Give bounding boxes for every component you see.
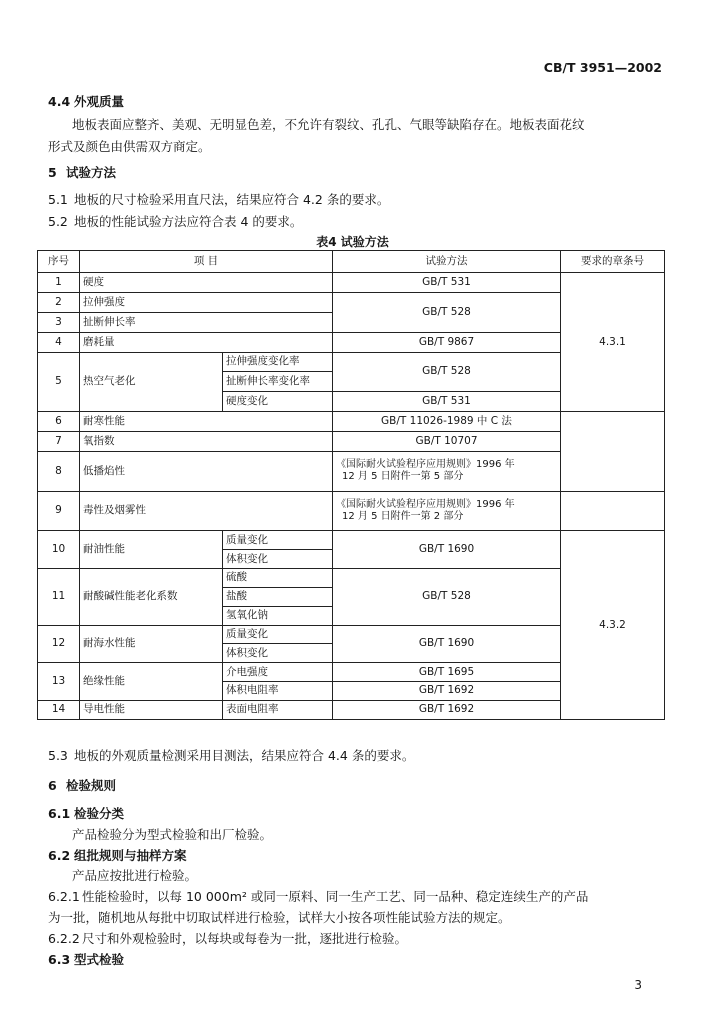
row-subitem: 表面电阻率 [223, 700, 333, 719]
row-no: 6 [38, 412, 80, 432]
section-title: 检验分类 [74, 806, 125, 821]
section-title: 型式检验 [74, 952, 125, 967]
section-number: 6.2.2 [48, 931, 80, 946]
row-item: 绝缘性能 [80, 663, 223, 701]
row-subitem: 拉伸强度变化率 [223, 352, 333, 372]
row-item: 热空气老化 [80, 352, 223, 412]
row-no: 9 [38, 491, 80, 531]
row-item: 拉伸强度 [80, 292, 333, 312]
section-5-heading [48, 163, 116, 181]
section-4-4-para-line1: 地板表面应整齐、美观、无明显色差，不允许有裂纹、孔孔、气眼等缺陷存在。地板表面花纹 [72, 117, 585, 132]
section-number: 6.1 [48, 806, 71, 821]
row-item: 导电性能 [80, 700, 223, 719]
row-item: 耐酸碱性能老化系数 [80, 569, 223, 625]
row-no: 5 [38, 352, 80, 412]
section-number: 5.3 [48, 748, 68, 763]
row-no: 3 [38, 312, 80, 332]
method-line2: 12 月 5 日附件一第 5 部分 [342, 471, 464, 483]
row-method: GB/T 531 [333, 392, 561, 412]
row-method: GB/T 11026-1989 中 C 法 [333, 412, 561, 432]
section-number: 6.2 [48, 848, 71, 863]
section-text: 地板的尺寸检验采用直尺法，结果应符合 4.2 条的要求。 [74, 192, 390, 207]
header-item: 项 目 [80, 251, 333, 273]
row-method: GB/T 10707 [333, 432, 561, 452]
section-6-3-heading [48, 950, 124, 968]
section-6-2-heading [48, 846, 187, 864]
method-line2: 12 月 5 日附件一第 2 部分 [342, 511, 464, 523]
row-method: GB/T 528 [333, 569, 561, 625]
row-no: 2 [38, 292, 80, 312]
section-text: 尺寸和外观检验时，以每块或每卷为一批，逐批进行检验。 [82, 931, 408, 946]
row-no: 1 [38, 273, 80, 293]
row-method: GB/T 1690 [333, 625, 561, 663]
row-item: 磨耗量 [80, 332, 333, 352]
row-no: 14 [38, 700, 80, 719]
row-method: GB/T 528 [333, 292, 561, 332]
section-5-1 [48, 190, 389, 208]
row-item: 硬度 [80, 273, 333, 293]
row-subitem: 扯断伸长率变化率 [223, 372, 333, 392]
section-title: 检验规则 [66, 778, 117, 793]
row-subitem: 质量变化 [223, 531, 333, 550]
row-item: 耐寒性能 [80, 412, 333, 432]
section-4-4-para-line2: 形式及颜色由供需双方商定。 [48, 139, 211, 154]
row-item: 扯断伸长率 [80, 312, 333, 332]
section-text: 地板的外观质量检测采用目测法，结果应符合 4.4 条的要求。 [74, 748, 415, 763]
section-number: 5.1 [48, 192, 68, 207]
section-6-1-text: 产品检验分为型式检验和出厂检验。 [72, 827, 273, 842]
row-subitem: 体积变化 [223, 550, 333, 569]
row-item: 毒性及烟雾性 [80, 491, 333, 531]
header-no: 序号 [38, 251, 80, 273]
section-6-2-1-line2: 为一批，随机地从每批中切取试样进行检验，试样大小按各项性能试验方法的规定。 [48, 910, 511, 925]
clause-cell-continued [561, 412, 665, 492]
row-subitem: 体积电阻率 [223, 682, 333, 701]
row-no: 13 [38, 663, 80, 701]
row-method [333, 451, 561, 491]
standard-code: CB/T 3951—2002 [543, 60, 662, 75]
row-subitem: 硫酸 [223, 569, 333, 588]
row-subitem: 氢氧化钠 [223, 606, 333, 625]
table-row [38, 531, 665, 550]
method-line1: 《国际耐火试验程序应用规则》1996 年 [336, 458, 515, 470]
row-no: 7 [38, 432, 80, 452]
row-no: 8 [38, 451, 80, 491]
row-subitem: 硬度变化 [223, 392, 333, 412]
table-header-row [38, 251, 665, 273]
section-title: 组批规则与抽样方案 [74, 848, 187, 863]
row-subitem: 盐酸 [223, 587, 333, 606]
section-4-4-heading [48, 92, 124, 110]
section-6-2-2 [48, 929, 407, 947]
clause-cell: 4.3.1 [561, 273, 665, 412]
clause-cell-blank [561, 491, 665, 531]
section-6-2-1-line1 [48, 887, 588, 905]
row-method [333, 491, 561, 531]
section-number: 5 [48, 165, 57, 180]
section-6-heading [48, 776, 116, 794]
page-number: 3 [634, 978, 642, 992]
row-item: 氧指数 [80, 432, 333, 452]
row-no: 12 [38, 625, 80, 663]
clause-cell: 4.3.2 [561, 531, 665, 720]
table-row [38, 273, 665, 293]
section-6-2-text: 产品应按批进行检验。 [72, 868, 198, 883]
row-method: GB/T 1690 [333, 531, 561, 569]
row-subitem: 介电强度 [223, 663, 333, 682]
table-caption: 表4 试验方法 [316, 235, 389, 249]
section-6-1-heading [48, 804, 124, 822]
row-method: GB/T 528 [333, 352, 561, 392]
row-method: GB/T 1695 [333, 663, 561, 682]
section-text: 地板的性能试验方法应符合表 4 的要求。 [74, 214, 303, 229]
section-5-3 [48, 746, 414, 764]
row-method: GB/T 1692 [333, 700, 561, 719]
row-method: GB/T 531 [333, 273, 561, 293]
row-subitem: 体积变化 [223, 644, 333, 663]
row-no: 4 [38, 332, 80, 352]
header-clause: 要求的章条号 [561, 251, 665, 273]
section-text: 性能检验时，以每 10 000m² 或同一原料、同一生产工艺、同一品种、稳定连续生产的产品 [82, 889, 589, 904]
row-method: GB/T 9867 [333, 332, 561, 352]
row-method: GB/T 1692 [333, 682, 561, 701]
section-number: 6 [48, 778, 57, 793]
section-title: 外观质量 [74, 94, 125, 109]
section-number: 6.2.1 [48, 889, 80, 904]
row-item: 耐油性能 [80, 531, 223, 569]
section-title: 试验方法 [66, 165, 117, 180]
row-no: 10 [38, 531, 80, 569]
test-methods-table [37, 250, 665, 720]
row-no: 11 [38, 569, 80, 625]
row-subitem: 质量变化 [223, 625, 333, 644]
table-row [38, 412, 665, 432]
section-number: 5.2 [48, 214, 68, 229]
row-item: 低播焰性 [80, 451, 333, 491]
table-row [38, 491, 665, 531]
section-number: 6.3 [48, 952, 71, 967]
header-method: 试验方法 [333, 251, 561, 273]
section-number: 4.4 [48, 94, 71, 109]
section-5-2 [48, 212, 302, 230]
row-item: 耐海水性能 [80, 625, 223, 663]
method-line1: 《国际耐火试验程序应用规则》1996 年 [336, 498, 515, 510]
